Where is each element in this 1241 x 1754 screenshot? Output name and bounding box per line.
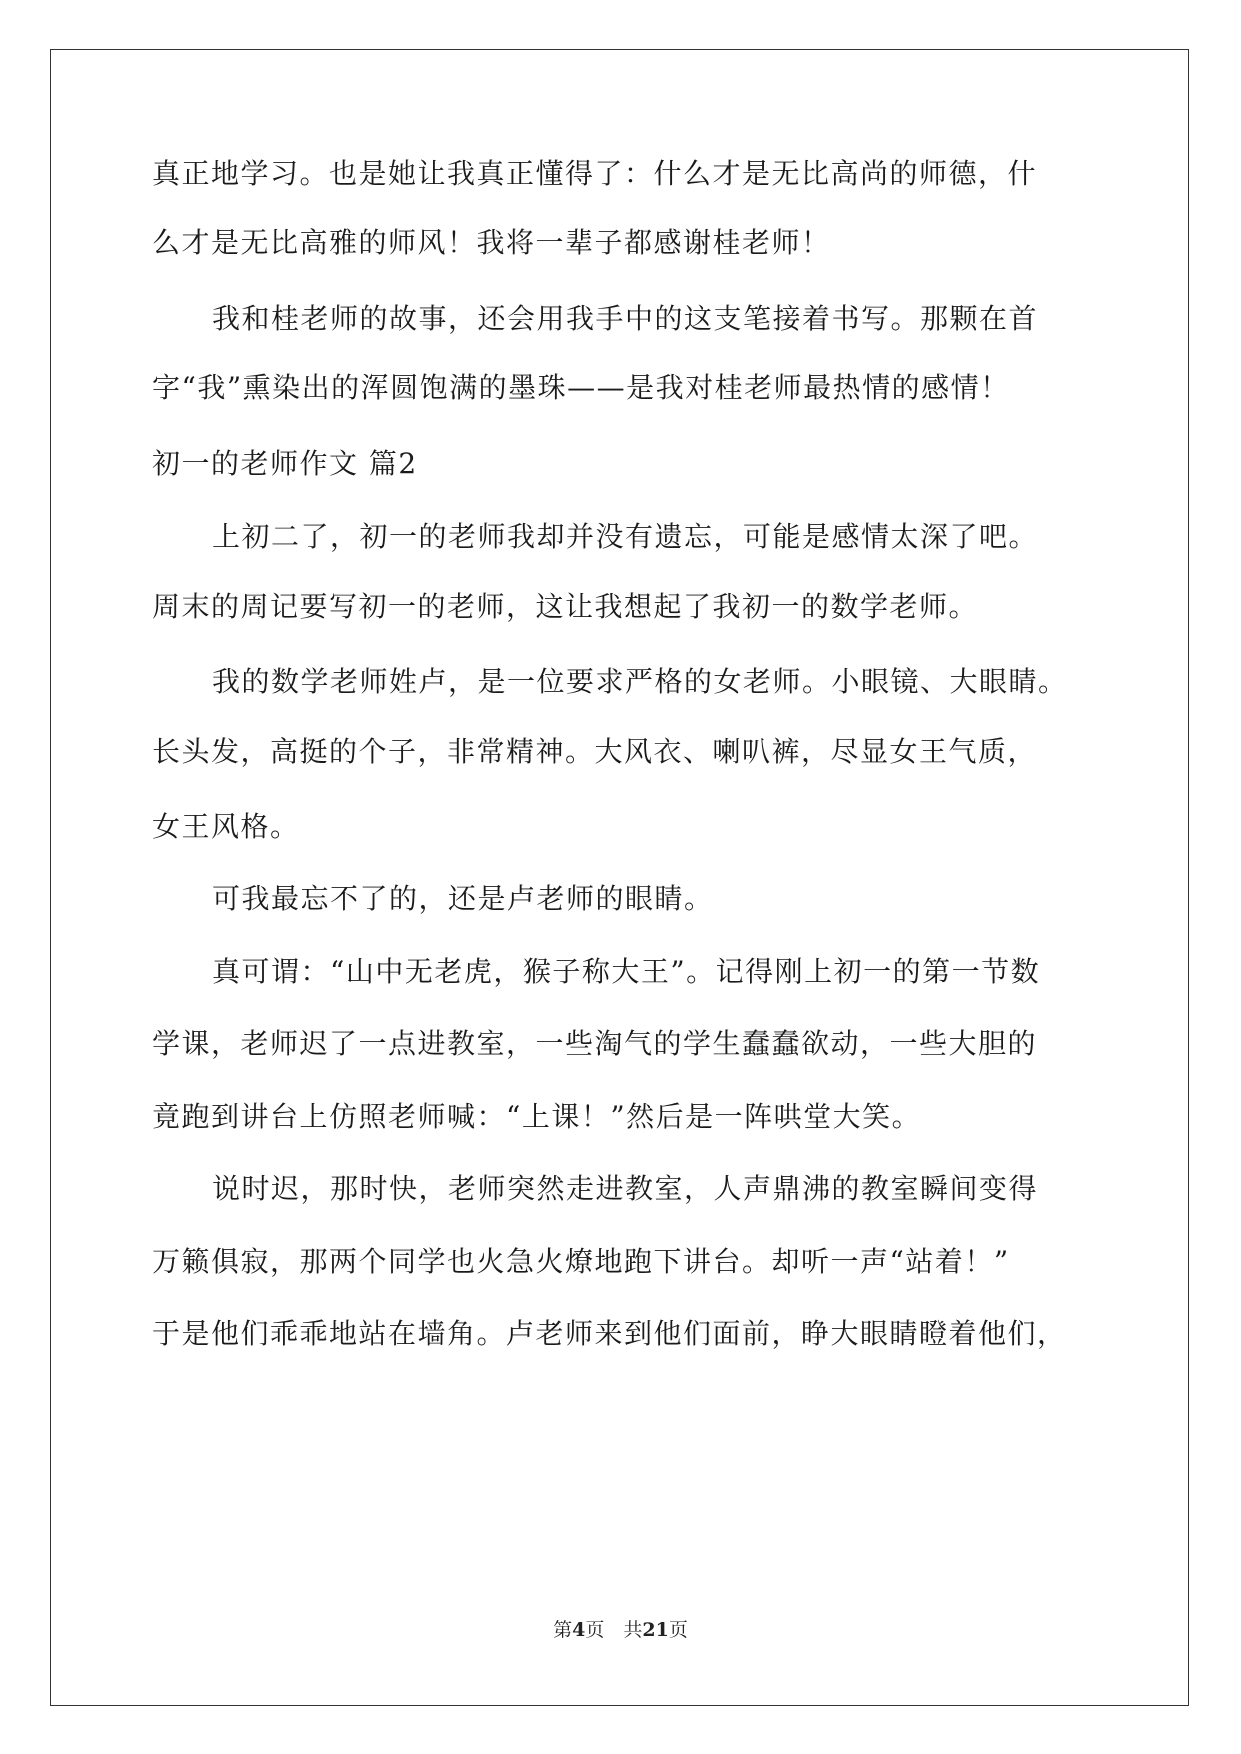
text-line: 于是他们乖乖地站在墙角。卢老师来到他们面前，睁大眼睛瞪着他们， xyxy=(152,1317,1067,1350)
total-page-count: 21 xyxy=(642,1619,669,1641)
text-line: 长头发，高挺的个子，非常精神。大风衣、喇叭裤，尽显女王气质， xyxy=(152,735,1038,768)
page-footer xyxy=(0,1615,1241,1642)
text-line: 说时迟，那时快，老师突然走进教室，人声鼎沸的教室瞬间变得 xyxy=(212,1172,1039,1205)
text-line: 学课，老师迟了一点进教室，一些淘气的学生蠢蠢欲动，一些大胆的 xyxy=(152,1027,1038,1060)
text-line: 上初二了，初一的老师我却并没有遗忘，可能是感情太深了吧。 xyxy=(212,520,1039,553)
text-line: 么才是无比高雅的师风！我将一辈子都感谢桂老师！ xyxy=(152,226,831,259)
text-line: 我和桂老师的故事，还会用我手中的这支笔接着书写。那颗在首 xyxy=(212,302,1039,335)
text-line: 可我最忘不了的，还是卢老师的眼睛。 xyxy=(212,882,714,915)
current-page-number: 4 xyxy=(572,1619,586,1641)
text-line: 真可谓：“山中无老虎，猴子称大王”。记得刚上初一的第一节数 xyxy=(212,955,1041,988)
text-line: 竟跑到讲台上仿照老师喊：“上课！”然后是一阵哄堂大笑。 xyxy=(152,1100,922,1133)
section-heading: 初一的老师作文 篇2 xyxy=(152,447,418,480)
text-line: 真正地学习。也是她让我真正懂得了：什么才是无比高尚的师德，什 xyxy=(152,157,1038,190)
text-line: 万籁俱寂，那两个同学也火急火燎地跑下讲台。却听一声“站着！” xyxy=(152,1245,1010,1278)
footer-mid: 页 共 xyxy=(585,1619,643,1641)
text-line: 我的数学老师姓卢，是一位要求严格的女老师。小眼镜、大眼睛。 xyxy=(212,665,1068,698)
text-line: 周末的周记要写初一的老师，这让我想起了我初一的数学老师。 xyxy=(152,590,979,623)
footer-prefix: 第 xyxy=(553,1619,573,1641)
footer-suffix: 页 xyxy=(668,1619,688,1641)
text-line: 字“我”熏染出的浑圆饱满的墨珠——是我对桂老师最热情的感情！ xyxy=(152,371,1010,404)
page-border xyxy=(50,49,1189,1706)
text-line: 女王风格。 xyxy=(152,810,300,843)
